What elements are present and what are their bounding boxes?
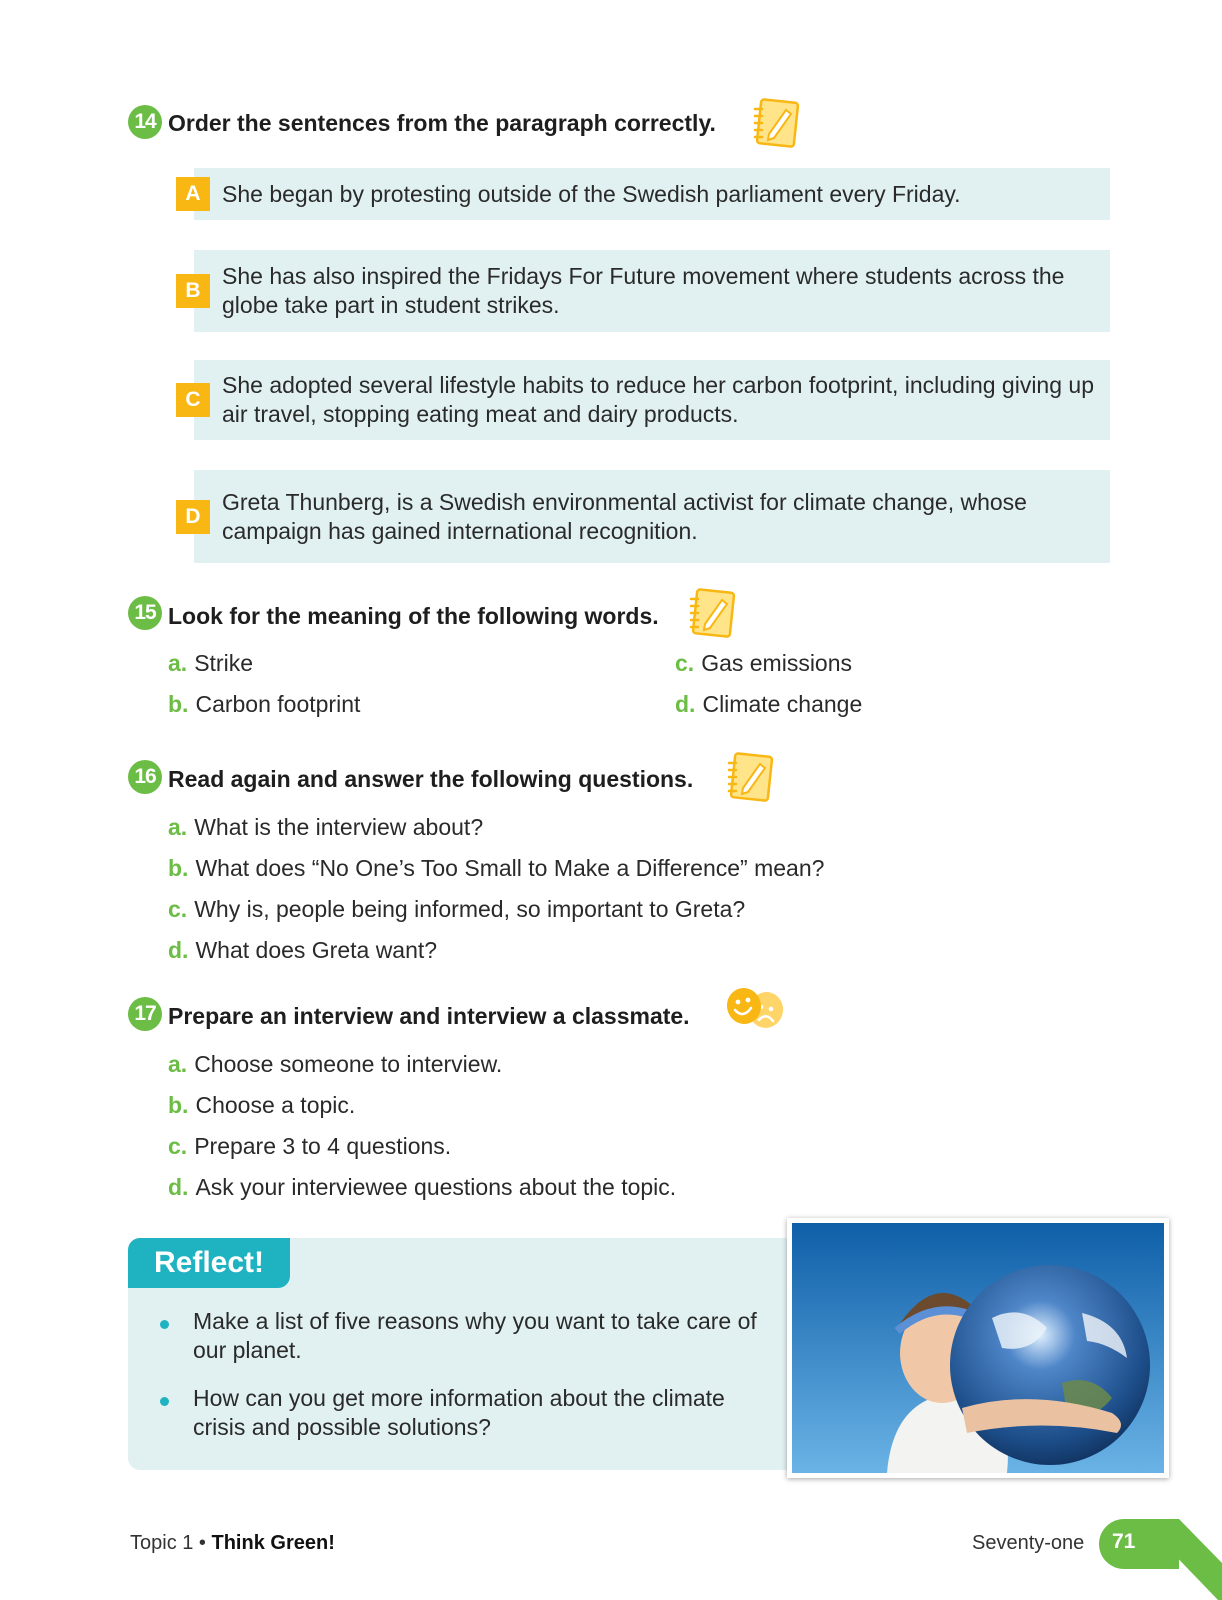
sentence-text: She adopted several lifestyle habits to reduce her carbon footprint, including giving up air travel, stopping eating meat and dairy products. <box>222 372 1094 427</box>
footer-topic: Topic 1 • Think Green! <box>130 1532 335 1554</box>
exercise-title: Order the sentences from the paragraph correctly. <box>168 110 716 136</box>
notebook-pencil-icon <box>726 750 774 802</box>
exercise-number: 15 <box>128 596 162 630</box>
task-item: a. Choose someone to interview. <box>168 1051 503 1077</box>
sentence-letter: A <box>176 177 210 211</box>
question-item: d. What does Greta want? <box>168 937 438 963</box>
bullet-dot <box>160 1320 169 1329</box>
exercise-title: Look for the meaning of the following words. <box>168 603 659 629</box>
sentence-box <box>194 250 1110 332</box>
exercise-title: Read again and answer the following questions. <box>168 766 694 792</box>
question-item: c. Why is, people being informed, so important to Greta? <box>168 896 746 922</box>
exercise-title: Prepare an interview and interview a classmate. <box>168 1003 690 1029</box>
task-item: c. Prepare 3 to 4 questions. <box>168 1133 452 1159</box>
word-item: c. Gas emissions <box>675 650 853 676</box>
page-number-words: Seventy-one <box>972 1532 1085 1554</box>
question-item: a. What is the interview about? <box>168 814 484 840</box>
page-number: 71 <box>1112 1530 1136 1553</box>
photo-image <box>792 1223 1164 1473</box>
drama-masks-icon <box>724 986 786 1032</box>
notebook-pencil-icon <box>688 586 736 638</box>
exercise-number: 17 <box>128 997 162 1031</box>
page-corner-decoration <box>1140 1519 1222 1600</box>
word-item: a. Strike <box>168 650 253 676</box>
girl-hugging-globe-photo <box>787 1218 1169 1478</box>
reflect-bullet: How can you get more information about the climate crisis and possible solutions? <box>193 1385 725 1440</box>
sentence-box <box>194 168 1110 220</box>
question-item: b. What does “No One’s Too Small to Make a Difference” mean? <box>168 855 825 881</box>
reflect-title: Reflect! <box>128 1238 290 1288</box>
sentence-letter: C <box>176 383 210 417</box>
task-item: b. Choose a topic. <box>168 1092 356 1118</box>
notebook-pencil-icon <box>752 96 800 148</box>
sentence-box <box>194 470 1110 563</box>
sentence-text: She began by protesting outside of the Swedish parliament every Friday. <box>222 180 961 207</box>
sentence-text: She has also inspired the Fridays For Future movement where students across the globe take part in student strikes. <box>222 263 1065 318</box>
exercise-number: 14 <box>128 105 162 139</box>
sentence-box <box>194 360 1110 440</box>
word-item: b. Carbon footprint <box>168 691 361 717</box>
sentence-letter: B <box>176 274 210 308</box>
sentence-letter: D <box>176 500 210 534</box>
word-item: d. Climate change <box>675 691 863 717</box>
sentence-text: Greta Thunberg, is a Swedish environmental activist for climate change, whose campaign has gained international recognition. <box>222 488 1027 544</box>
bullet-dot <box>160 1397 169 1406</box>
reflect-bullet: Make a list of five reasons why you want to take care of our planet. <box>193 1308 757 1363</box>
exercise-number: 16 <box>128 760 162 794</box>
task-item: d. Ask your interviewee questions about the topic. <box>168 1174 677 1200</box>
